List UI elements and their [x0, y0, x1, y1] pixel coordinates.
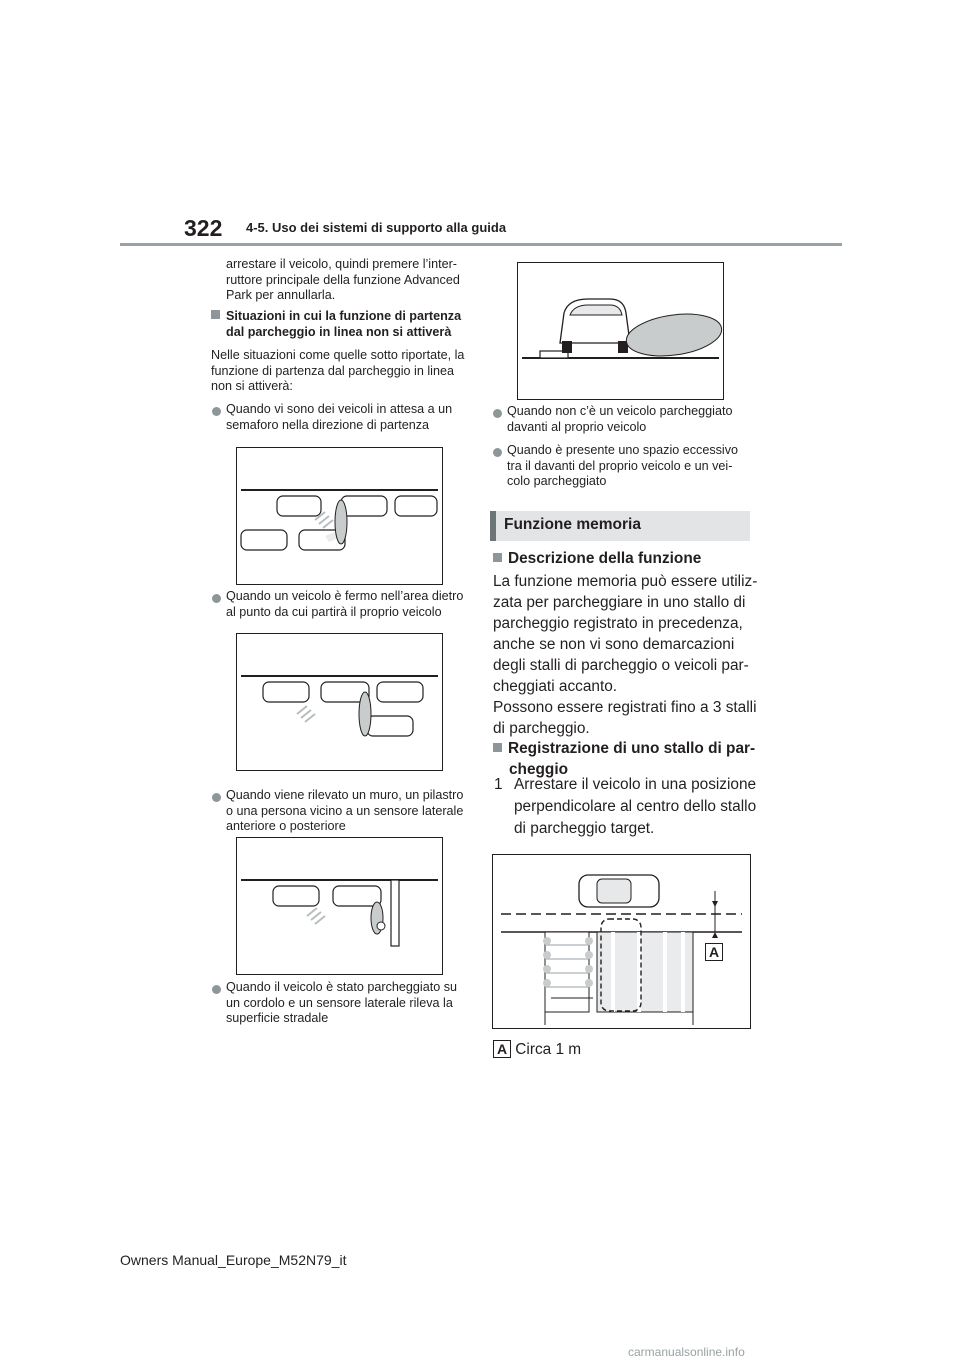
- square-bullet-icon: [493, 743, 502, 752]
- subheading-description: Descrizione della funzione: [493, 548, 701, 569]
- subheading-line-1: Situazioni in cui la funzione di partenza: [211, 309, 461, 325]
- bullet-excessive-gap: Quando è presente uno spazio eccessivo tra il davanti del proprio veicolo e un vei- colo parcheggiato: [507, 443, 739, 488]
- section-heading-text: Funzione memoria: [504, 516, 641, 533]
- page-number: 322: [184, 215, 223, 241]
- figure-label-a: A: [705, 943, 723, 961]
- legend-badge-a: A: [493, 1040, 511, 1058]
- bullet-dot-icon: [493, 409, 502, 418]
- legend-text: Circa 1 m: [515, 1041, 582, 1058]
- bullet-traffic-light: Quando vi sono dei veicoli in attesa a un semaforo nella direzione di partenza: [226, 402, 453, 432]
- bullet-wall-detected: Quando viene rilevato un muro, un pilastro o una persona vicino a un sensore laterale anteriore o posteriore: [226, 788, 464, 833]
- figure-vehicles-waiting: [236, 447, 443, 585]
- figure-car-on-curb: [517, 262, 724, 400]
- intro-paragraph: arrestare il veicolo, quindi premere l’inter- ruttore principale della funzione Advanced Park per annullarla.: [226, 257, 460, 302]
- bullet-vehicle-stopped: Quando un veicolo è fermo nell’area dietro al punto da cui partirà il proprio veicolo: [226, 589, 464, 619]
- bullet-no-vehicle-front: Quando non c’è un veicolo parcheggiato davanti al proprio veicolo: [507, 404, 733, 434]
- bullet-curb: Quando il veicolo è stato parcheggiato su un cordolo e un sensore laterale rileva la superficie stradale: [226, 980, 458, 1025]
- bullet-dot-icon: [212, 985, 221, 994]
- subheading-registration-line-1: Registrazione di uno stallo di par-: [493, 738, 755, 759]
- subheading-registration-line-2: cheggio: [509, 761, 568, 778]
- bullet-dot-icon: [493, 448, 502, 457]
- square-bullet-icon: [211, 310, 220, 319]
- footer-manual-id: Owners Manual_Europe_M52N79_it: [120, 1252, 347, 1268]
- watermark: carmanualsonline.info: [628, 1345, 745, 1359]
- figure-wall-pillar: [236, 837, 443, 975]
- description-paragraph: La funzione memoria può essere utiliz- zata per parcheggiare in uno stallo di parcheggio registrato in precedenza, anche se non vi sono demarcazioni degli stalli di parcheggio o veicoli par- cheggiati accanto. Possono essere registrati fino a 3 stalli di parcheggio.: [493, 573, 758, 737]
- situations-paragraph: Nelle situazioni come quelle sotto riportate, la funzione di partenza dal parcheggio in linea non si attiverà:: [211, 348, 465, 393]
- section-title: 4-5. Uso dei sistemi di supporto alla guida: [246, 220, 507, 235]
- bullet-dot-icon: [212, 594, 221, 603]
- legend-a: [493, 1040, 581, 1059]
- figure-vehicle-behind: [236, 633, 443, 771]
- heading-accent-bar: [490, 511, 496, 541]
- bullet-dot-icon: [212, 793, 221, 802]
- section-heading-memoria: [490, 511, 750, 541]
- square-bullet-icon: [493, 553, 502, 562]
- step-number: 1: [494, 776, 503, 793]
- subheading-line-2: dal parcheggio in linea non si attiverà: [226, 325, 452, 339]
- bullet-dot-icon: [212, 407, 221, 416]
- header-rule: [120, 243, 842, 246]
- step-1-text: Arrestare il veicolo in una posizione perpendicolare al centro dello stallo di parcheggio target.: [514, 776, 757, 837]
- figure-parking-stall-registration: [492, 854, 751, 1029]
